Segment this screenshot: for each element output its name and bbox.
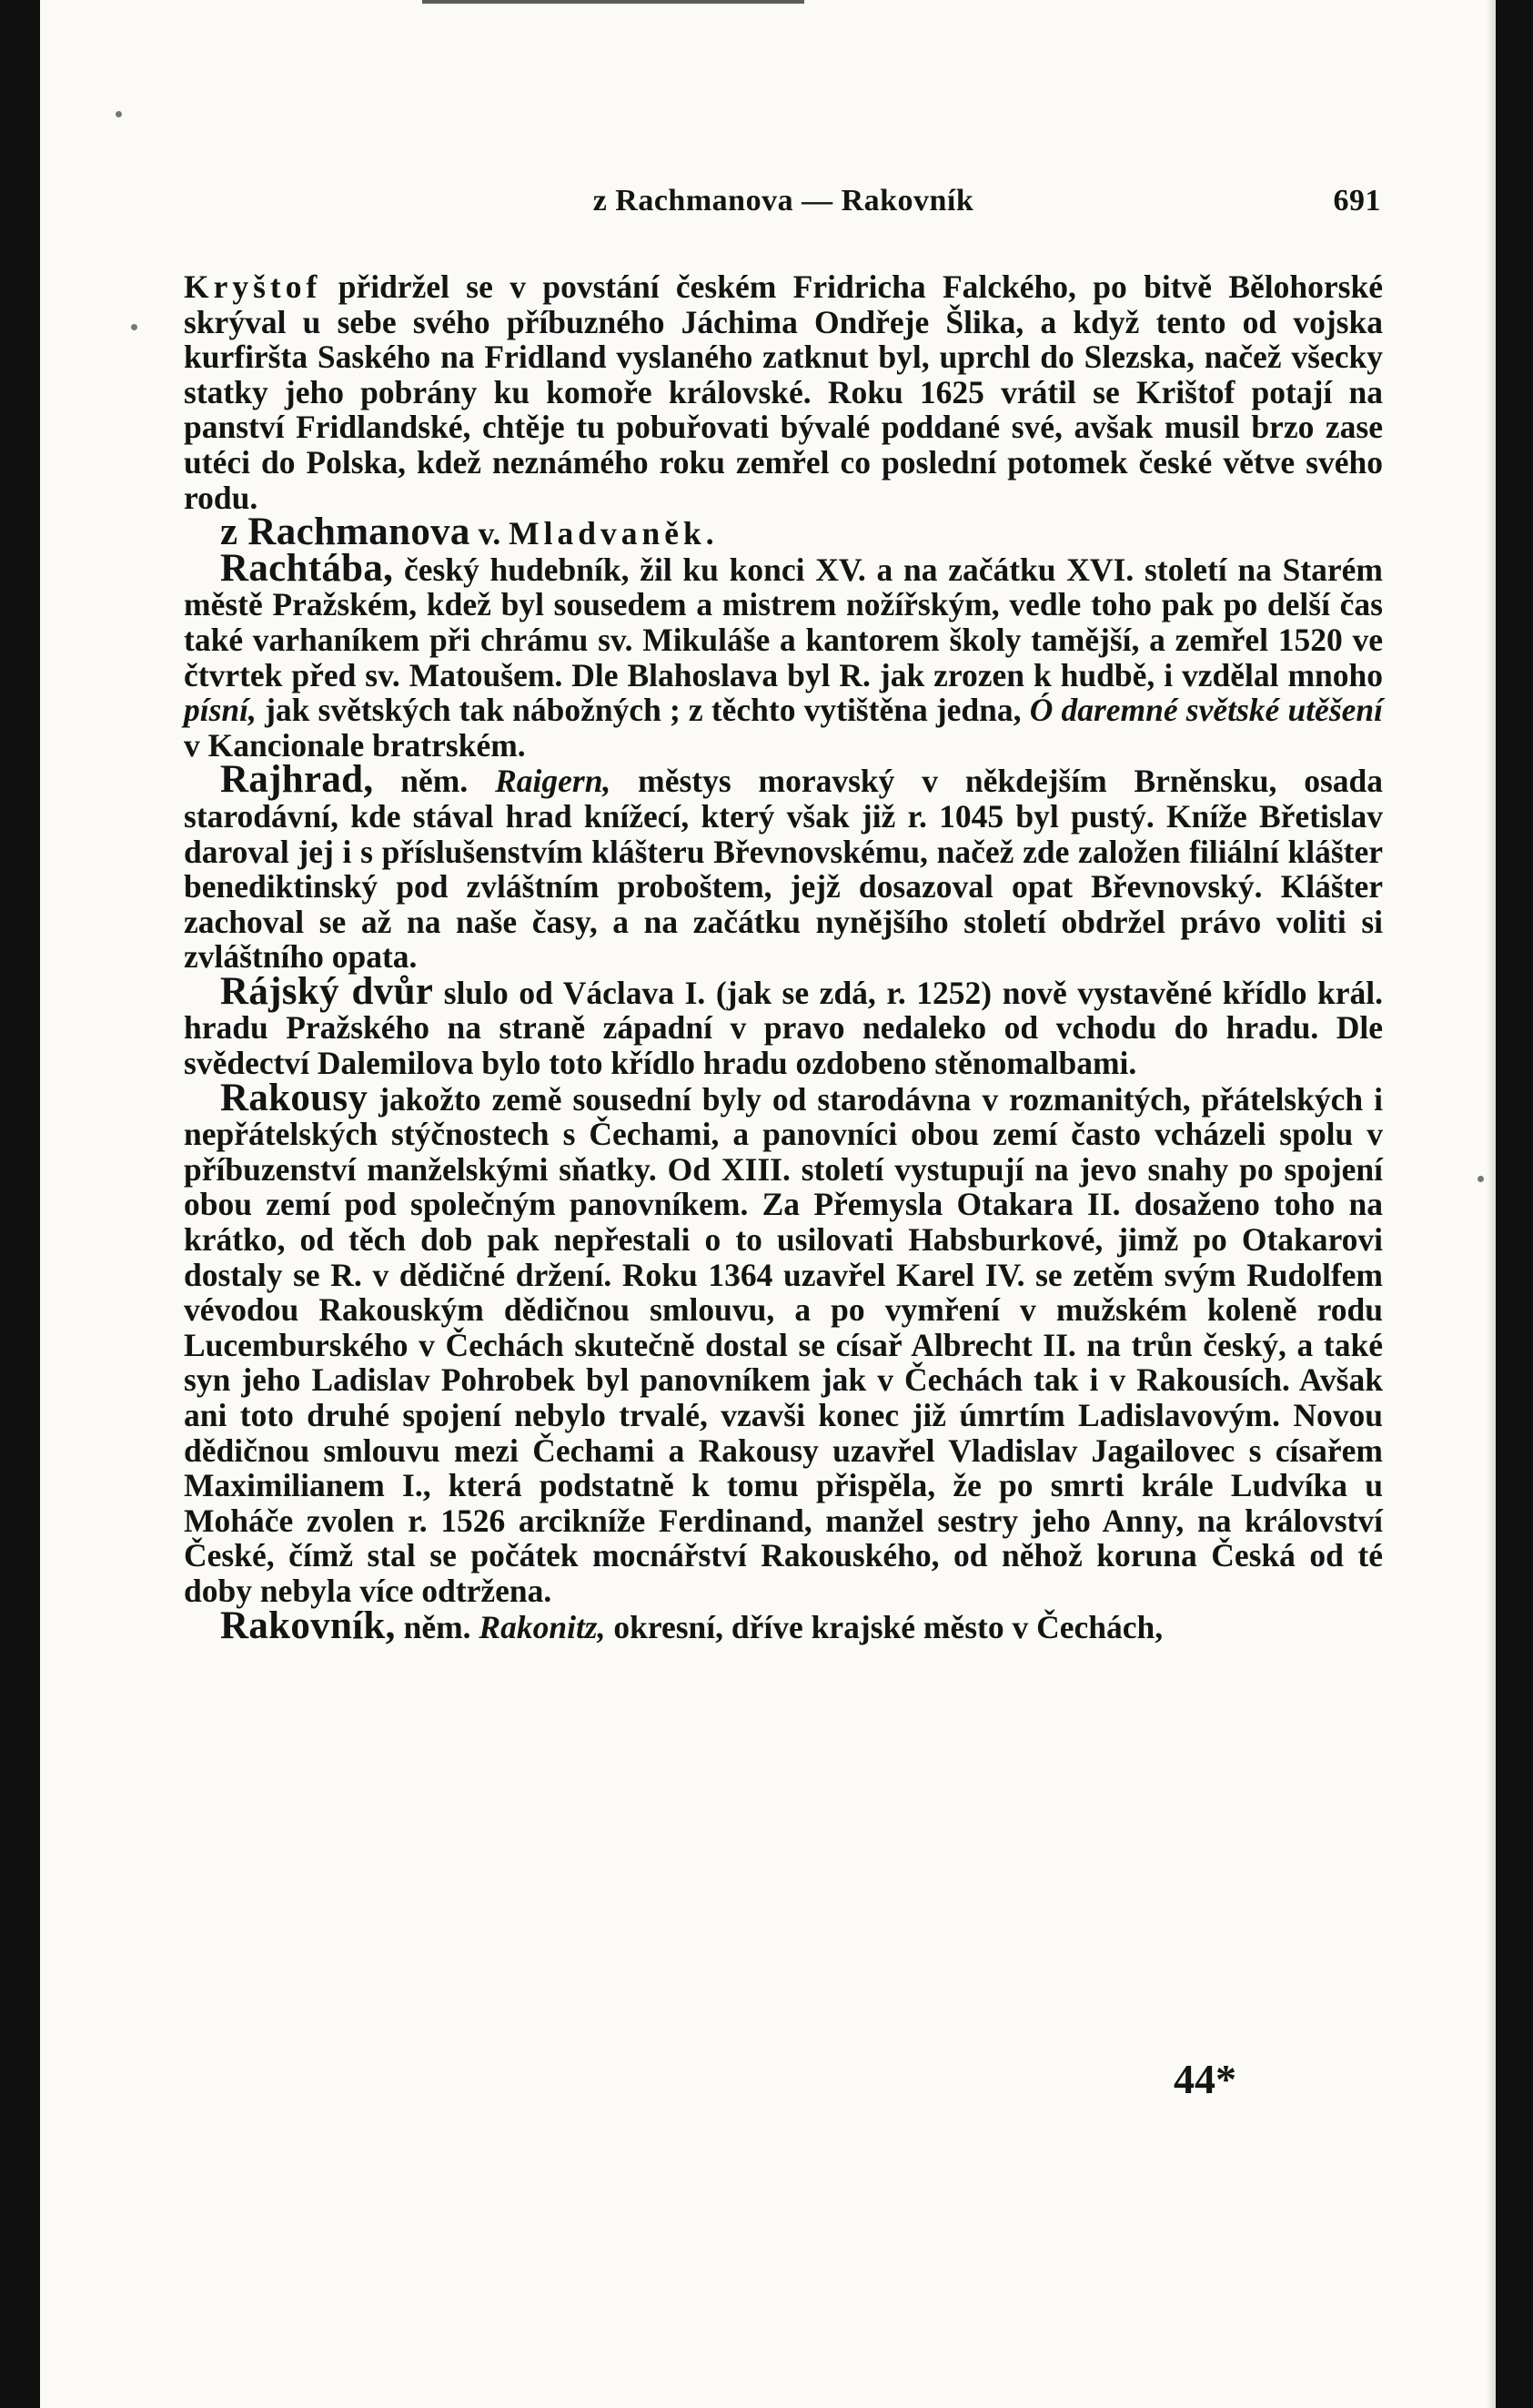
speck	[116, 111, 122, 117]
entry-rakousy: Rakousy jakožto země sousední byly od starodávna v rozmanitých, přátelských i nepřátelských stýčnostech s Čechami, a panovníci obou zemí často vcházeli spolu v příbuzenství manželskými sňatky. Od XIII. století vystupují na jevo snahy po spojení obou zemí pod společným panovníkem. Za Přemysla Otakara II. dosaženo toho na krátko, od těch dob pak nepřestali o to usilovati Habsburkové, jimž po Otakarovi dostaly se R. v dědičné držení. Roku 1364 uzavřel Karel IV. se zetěm svým Rudolfem vévodou Rakouským dědičnou smlouvu, a po vymření v mužském koleně rodu Lucemburského v Čechách skutečně dostal se císař Albrecht II. na trůn český, a také syn jeho Ladislav Pohrobek byl panovníkem jak v Čechách tak i v Rakousích. Avšak ani toto druhé spojení nebylo trvalé, vzavši konec již úmrtím Ladislavovým. Novou dědičnou smlouvu mezi Čechami a Rakousy uzavřel Vladislav Jagailovec s císařem Maximilianem I., která podstatně k tomu přispěla, že po smrti krále Ludvíka u Moháče zvolen r. 1526 arcikníže Ferdinand, manžel sestry jeho Anny, na království České, čímž stal se počátek mocnářství Rakouského, od něhož koruna Česká od té doby nebyla více odtržena.	[184, 1076, 1383, 1609]
speck	[1478, 1176, 1484, 1182]
book-page	[40, 0, 1496, 2408]
cross-reference: Mladvaněk.	[509, 515, 719, 552]
entry-rachtaba: Rachtába, český hudebník, žil ku konci XV. a na začátku XVI. století na Starém městě Pražském, kdež byl sousedem a mistrem nožířským, vedle toho pak po delší čas také varhaníkem při chrámu sv. Mikuláše a kantorem školy tamější, a zemřel 1520 ve čtvrtek před sv. Matoušem. Dle Blahoslava byl R. jak zrozen k hudbě, i vzdělal mnoho písní, jak světských tak nábožných ; z těchto vytištěna jedna, Ó daremné světské utěšení v Kancionale bratrském.	[184, 546, 1383, 764]
entry-continuation: Kryštof přidržel se v povstání českém Fridricha Falckého, po bitvě Bělohorské skrýval u sebe svého příbuzného Jáchima Ondřeje Šlika, a když tento od vojska kurfiršta Saského na Fridland vyslaného zatknut byl, uprchl do Slezska, načež všecky statky jeho pobrány ku komoře královské. Roku 1625 vrátil se Krištof potají na panství Fridlandské, chtěje tu pobuřovati bývalé poddané své, avšak musil brzo zase utéci do Polska, kdež neznámého roku zemřel co poslední potomek české větve svého rodu.	[184, 268, 1383, 516]
dictionary-text	[184, 268, 1383, 1647]
headword: Rajhrad,	[220, 758, 374, 802]
entry-rajsky-dvur: Rájský dvůr slulo od Václava I. (jak se zdá, r. 1252) nově vystavěné křídlo král. hradu Pražského na straně západní v pravo nedaleko od vchodu do hradu. Dle svědectví Dalemilova bylo toto křídlo hradu ozdobeno stěnomalbami.	[184, 969, 1383, 1082]
entry-rakovnik: Rakovník, něm. Rakonitz, okresní, dříve krajské město v Čechách,	[220, 1604, 1164, 1647]
top-edge-rule	[422, 0, 804, 4]
signature-mark: 44*	[1174, 2056, 1236, 2102]
headword: Rakovník,	[220, 1604, 396, 1647]
headword: Rakousy	[220, 1076, 368, 1119]
entry-rachmanova: z Rachmanova v. Mladvaněk.	[220, 511, 719, 554]
running-head: z Rachmanova — Rakovník	[592, 184, 974, 218]
headword: z Rachmanova	[220, 511, 470, 554]
entry-rajhrad: Rajhrad, něm. Raigern, městys moravský v někdejším Brněnsku, osada starodávní, kde stával hrad knížecí, který však již r. 1045 byl pustý. Kníže Břetislav daroval jej i s příslušenstvím klášteru Břevnovskému, načež zde založen filiální klášter benediktinský pod zvláštním proboštem, jejž dosazoval opat Břevnovský. Klášter zachoval se až na naše časy, a na začátku nynějšího století obdržel právo voliti si zvláštního opata.	[184, 758, 1383, 976]
headword: Rájský dvůr	[220, 969, 434, 1013]
page-header	[186, 178, 1381, 224]
speck	[131, 324, 137, 330]
headword: Rachtába,	[220, 546, 394, 590]
page-number: 691	[1333, 184, 1381, 218]
page-edge-shadow	[1487, 0, 1496, 2408]
